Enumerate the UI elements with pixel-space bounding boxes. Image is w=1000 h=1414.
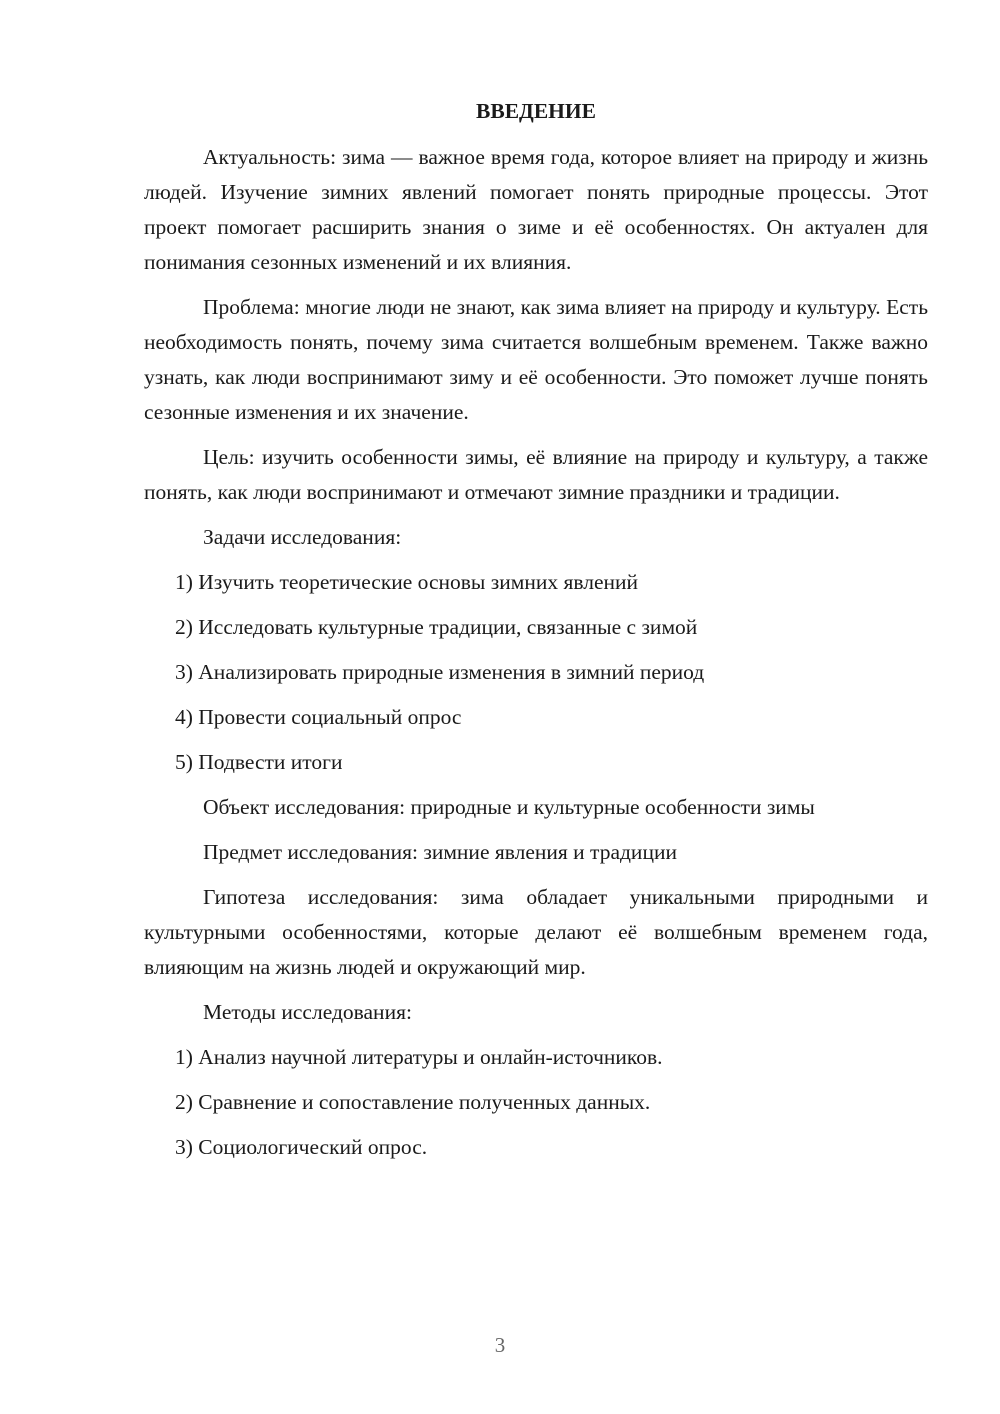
task-item: 3) Анализировать природные изменения в зимний период bbox=[175, 660, 705, 684]
page-number: 3 bbox=[494, 1333, 506, 1357]
tasks-heading: Задачи исследования: bbox=[203, 525, 402, 549]
task-item: 4) Провести социальный опрос bbox=[175, 705, 462, 729]
goal-paragraph: Цель: изучить особенности зимы, её влияние на природу и культуру, а также понять, как люди воспринимают и отмечают зимние праздники и традиции. bbox=[144, 445, 928, 504]
relevance-paragraph: Актуальность: зима — важное время года, которое влияет на природу и жизнь людей. Изучение зимних явлений помогает понять природные процессы. Этот проект помогает расширить знания о зиме и её особенностях. Он актуален для понимания сезонных изменений и их влияния. bbox=[144, 145, 928, 274]
research-subject: Предмет исследования: зимние явления и традиции bbox=[203, 840, 677, 864]
problem-paragraph: Проблема: многие люди не знают, как зима влияет на природу и культуру. Есть необходимость понять, почему зима считается волшебным временем. Также важно узнать, как люди воспринимают зиму и её особенности. Это поможет лучше понять сезонные изменения и их значение. bbox=[144, 295, 928, 424]
document-page bbox=[144, 96, 928, 1175]
page-title: ВВЕДЕНИЕ bbox=[476, 99, 596, 123]
research-object: Объект исследования: природные и культурные особенности зимы bbox=[203, 795, 815, 819]
method-item: 3) Социологический опрос. bbox=[175, 1135, 428, 1159]
task-item: 2) Исследовать культурные традиции, связанные с зимой bbox=[175, 615, 698, 639]
task-item: 5) Подвести итоги bbox=[175, 750, 343, 774]
methods-heading: Методы исследования: bbox=[203, 1000, 412, 1024]
method-item: 1) Анализ научной литературы и онлайн-источников. bbox=[175, 1045, 663, 1069]
task-item: 1) Изучить теоретические основы зимних явлений bbox=[175, 570, 639, 594]
hypothesis-paragraph: Гипотеза исследования: зима обладает уникальными природными и культурными особенностями, которые делают её волшебным временем года, влияющим на жизнь людей и окружающий мир. bbox=[144, 885, 928, 979]
method-item: 2) Сравнение и сопоставление полученных данных. bbox=[175, 1090, 651, 1114]
